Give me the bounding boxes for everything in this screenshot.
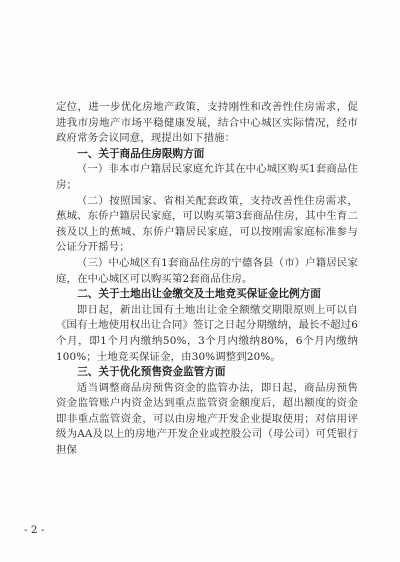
body-paragraph: 即日起，新出让国有土地出让金全额缴交期限原则上可以自《国有土地使用权出让合同》签订之日起分期缴纳，最长不超过6个月，即1个月内缴纳50%，3个月内缴纳80%，6个月内缴纳100%；土地竞买保证金，由30%调整到20%。 [56, 303, 358, 363]
body-paragraph: （一）非本市户籍居民家庭允许其在中心城区购买1套商品住房； [56, 163, 358, 191]
section-heading: 二、关于土地出让金缴交及土地竞买保证金比例方面 [77, 288, 321, 301]
body-paragraph: （三）中心城区有1套商品住房的宁德各县（市）户籍居民家庭，在中心城区可以购买第2套商品住房。 [56, 256, 358, 285]
body-paragraph: 定位，进一步优化房地产政策，支持刚性和改善性住房需求，促进我市房地产市场平稳健康发展，结合中心城区实际情况，经市政府常务会议同意，现提出如下措施： [56, 101, 358, 145]
section-heading: 一、关于商品住房限购方面 [77, 147, 205, 160]
section-heading: 三、关于优化预售资金监管方面 [77, 366, 226, 379]
body-paragraph: 适当调整商品房预售资金的监管办法，即日起，商品房预售资金监管账户内资金达到重点监管资金额度后，超出额度的资金即非重点监管资金，可以由房地产开发企业提取使用；对信用评级为AA及以上的房地产开发企业或控股公司（母公司）可凭银行担保 [56, 381, 358, 457]
page-number: - 2 - [24, 524, 45, 536]
body-paragraph: （二）按照国家、省相关配套政策，支持改善性住房需求，蕉城、东侨户籍居民家庭，可以购买第3套商品住房，其中生育二孩及以上的蕉城、东侨户籍居民家庭，可以按刚需家庭标准参与公证分开摇号； [56, 194, 358, 254]
document-body [56, 100, 358, 459]
